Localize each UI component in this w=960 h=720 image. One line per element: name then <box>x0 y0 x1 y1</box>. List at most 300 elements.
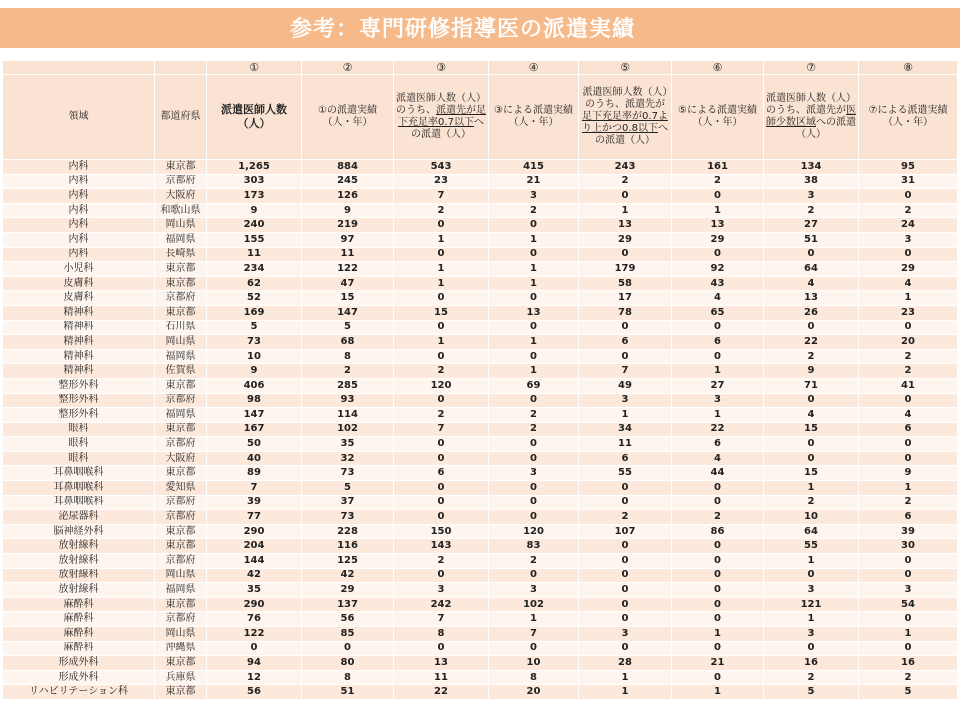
cell-prefecture: 京都府 <box>155 174 207 189</box>
cell-prefecture: 東京都 <box>155 597 207 612</box>
cell-prefecture: 福岡県 <box>155 232 207 247</box>
cell-value-2: 219 <box>302 218 394 233</box>
cell-field: 精神科 <box>3 335 155 350</box>
cell-prefecture: 東京都 <box>155 305 207 320</box>
dispatch-table <box>2 60 958 700</box>
cell-value-4: 10 <box>489 656 579 671</box>
cell-value-8: 0 <box>859 437 958 452</box>
cell-value-3: 23 <box>394 174 489 189</box>
cell-value-4: 3 <box>489 583 579 598</box>
cell-value-8: 29 <box>859 262 958 277</box>
cell-prefecture: 岡山県 <box>155 568 207 583</box>
cell-value-1: 50 <box>207 437 302 452</box>
cell-value-5: 0 <box>579 320 672 335</box>
header-c3-lead: 派遣医師人数（人）のうち、 <box>396 93 486 116</box>
cell-value-7: 134 <box>764 160 859 175</box>
cell-value-1: 89 <box>207 466 302 481</box>
cell-value-6: 0 <box>672 568 764 583</box>
header-c4: ③による派遣実績（人・年） <box>489 75 579 160</box>
cell-value-6: 0 <box>672 670 764 685</box>
cell-value-3: 143 <box>394 539 489 554</box>
cell-value-1: 94 <box>207 656 302 671</box>
cell-field: 放射線科 <box>3 568 155 583</box>
cell-value-2: 51 <box>302 685 394 700</box>
cell-value-2: 116 <box>302 539 394 554</box>
cell-value-8: 2 <box>859 670 958 685</box>
cell-value-7: 51 <box>764 232 859 247</box>
table-row <box>3 291 958 306</box>
header-field: 領域 <box>3 75 155 160</box>
cell-value-8: 23 <box>859 305 958 320</box>
cell-value-4: 0 <box>489 437 579 452</box>
cell-value-3: 6 <box>394 466 489 481</box>
cell-field: 耳鼻咽喉科 <box>3 495 155 510</box>
cell-value-5: 17 <box>579 291 672 306</box>
cell-value-8: 6 <box>859 510 958 525</box>
cell-field: 精神科 <box>3 320 155 335</box>
table-row <box>3 160 958 175</box>
cell-prefecture: 京都府 <box>155 393 207 408</box>
cell-value-8: 41 <box>859 378 958 393</box>
cell-field: 形成外科 <box>3 670 155 685</box>
cell-value-4: 1 <box>489 335 579 350</box>
cell-prefecture: 沖縄県 <box>155 641 207 656</box>
cell-value-8: 0 <box>859 568 958 583</box>
cell-value-4: 0 <box>489 349 579 364</box>
column-number: ④ <box>489 61 579 75</box>
cell-value-5: 1 <box>579 203 672 218</box>
cell-value-1: 40 <box>207 451 302 466</box>
cell-value-1: 39 <box>207 495 302 510</box>
cell-value-2: 5 <box>302 320 394 335</box>
table-row <box>3 247 958 262</box>
cell-value-8: 3 <box>859 232 958 247</box>
column-number: ③ <box>394 61 489 75</box>
header-c3-underlined: 派遣先が足下充足率0.7以下 <box>398 105 486 128</box>
cell-value-4: 3 <box>489 189 579 204</box>
cell-value-3: 11 <box>394 670 489 685</box>
cell-value-3: 0 <box>394 641 489 656</box>
cell-value-3: 0 <box>394 451 489 466</box>
cell-value-1: 9 <box>207 203 302 218</box>
cell-value-1: 155 <box>207 232 302 247</box>
cell-value-8: 0 <box>859 641 958 656</box>
cell-value-2: 73 <box>302 466 394 481</box>
table-row <box>3 189 958 204</box>
cell-field: 麻酔科 <box>3 641 155 656</box>
cell-value-3: 1 <box>394 232 489 247</box>
cell-value-5: 58 <box>579 276 672 291</box>
cell-value-3: 3 <box>394 583 489 598</box>
cell-field: 皮膚科 <box>3 291 155 306</box>
cell-value-3: 242 <box>394 597 489 612</box>
cell-value-8: 2 <box>859 495 958 510</box>
cell-value-7: 2 <box>764 670 859 685</box>
cell-value-2: 245 <box>302 174 394 189</box>
cell-field: 内科 <box>3 203 155 218</box>
cell-value-2: 122 <box>302 262 394 277</box>
cell-value-3: 0 <box>394 495 489 510</box>
cell-value-1: 52 <box>207 291 302 306</box>
table-row <box>3 568 958 583</box>
cell-value-5: 6 <box>579 335 672 350</box>
table-row <box>3 685 958 700</box>
cell-prefecture: 京都府 <box>155 510 207 525</box>
cell-value-1: 35 <box>207 583 302 598</box>
cell-value-1: 0 <box>207 641 302 656</box>
cell-value-2: 85 <box>302 627 394 642</box>
cell-value-6: 0 <box>672 189 764 204</box>
cell-value-3: 15 <box>394 305 489 320</box>
cell-value-6: 13 <box>672 218 764 233</box>
cell-prefecture: 岡山県 <box>155 218 207 233</box>
cell-value-5: 1 <box>579 408 672 423</box>
table-row <box>3 539 958 554</box>
cell-value-8: 5 <box>859 685 958 700</box>
cell-value-1: 9 <box>207 364 302 379</box>
cell-value-5: 29 <box>579 232 672 247</box>
cell-value-8: 95 <box>859 160 958 175</box>
cell-value-1: 234 <box>207 262 302 277</box>
cell-value-1: 406 <box>207 378 302 393</box>
cell-field: 内科 <box>3 160 155 175</box>
table-row <box>3 232 958 247</box>
cell-value-5: 11 <box>579 437 672 452</box>
cell-value-3: 2 <box>394 408 489 423</box>
cell-value-5: 107 <box>579 524 672 539</box>
cell-prefecture: 福岡県 <box>155 349 207 364</box>
table-row <box>3 349 958 364</box>
column-number-row <box>3 61 958 75</box>
table-row <box>3 320 958 335</box>
table-row <box>3 495 958 510</box>
cell-prefecture: 東京都 <box>155 276 207 291</box>
cell-value-6: 0 <box>672 539 764 554</box>
header-c5-underlined: 足下充足率が0.7より上かつ0.8以下 <box>582 111 668 134</box>
cell-value-3: 13 <box>394 656 489 671</box>
header-c5-tail: への派遣（人） <box>595 123 668 146</box>
cell-value-2: 8 <box>302 349 394 364</box>
cell-value-6: 1 <box>672 203 764 218</box>
cell-value-1: 147 <box>207 408 302 423</box>
cell-value-6: 4 <box>672 291 764 306</box>
cell-value-4: 0 <box>489 568 579 583</box>
cell-value-7: 2 <box>764 349 859 364</box>
cell-value-6: 29 <box>672 232 764 247</box>
cell-value-8: 0 <box>859 393 958 408</box>
table-row <box>3 378 958 393</box>
header-c7 <box>764 75 859 160</box>
cell-prefecture: 東京都 <box>155 422 207 437</box>
cell-field: 精神科 <box>3 364 155 379</box>
cell-prefecture: 東京都 <box>155 539 207 554</box>
cell-value-8: 2 <box>859 349 958 364</box>
cell-value-4: 13 <box>489 305 579 320</box>
cell-value-1: 62 <box>207 276 302 291</box>
cell-value-7: 4 <box>764 276 859 291</box>
cell-prefecture: 京都府 <box>155 495 207 510</box>
cell-value-7: 1 <box>764 554 859 569</box>
cell-value-5: 78 <box>579 305 672 320</box>
cell-value-5: 1 <box>579 670 672 685</box>
cell-field: 泌尿器科 <box>3 510 155 525</box>
column-number: ⑤ <box>579 61 672 75</box>
table-row <box>3 641 958 656</box>
table-row <box>3 481 958 496</box>
cell-value-2: 68 <box>302 335 394 350</box>
cell-value-3: 0 <box>394 349 489 364</box>
cell-field: 内科 <box>3 232 155 247</box>
cell-value-2: 35 <box>302 437 394 452</box>
cell-field: 眼科 <box>3 437 155 452</box>
cell-field: 耳鼻咽喉科 <box>3 481 155 496</box>
cell-prefecture: 東京都 <box>155 656 207 671</box>
header-c6: ⑤による派遣実績（人・年） <box>672 75 764 160</box>
cell-field: 麻酔科 <box>3 612 155 627</box>
header-c7-lead: 派遣医師人数（人）のうち、派遣先が <box>766 93 856 116</box>
cell-value-7: 64 <box>764 262 859 277</box>
cell-value-2: 97 <box>302 232 394 247</box>
cell-value-6: 1 <box>672 627 764 642</box>
cell-value-8: 0 <box>859 247 958 262</box>
cell-value-5: 6 <box>579 451 672 466</box>
cell-value-3: 0 <box>394 218 489 233</box>
cell-value-3: 2 <box>394 203 489 218</box>
cell-value-7: 121 <box>764 597 859 612</box>
cell-value-5: 0 <box>579 189 672 204</box>
cell-value-2: 8 <box>302 670 394 685</box>
cell-field: 麻酔科 <box>3 627 155 642</box>
cell-value-7: 55 <box>764 539 859 554</box>
cell-value-3: 0 <box>394 568 489 583</box>
cell-value-3: 543 <box>394 160 489 175</box>
cell-value-3: 2 <box>394 554 489 569</box>
table-row <box>3 451 958 466</box>
header-c7-underlined: 医師少数区域 <box>766 105 856 128</box>
cell-prefecture: 東京都 <box>155 524 207 539</box>
cell-value-7: 22 <box>764 335 859 350</box>
cell-value-5: 13 <box>579 218 672 233</box>
cell-field: 放射線科 <box>3 583 155 598</box>
cell-value-6: 0 <box>672 641 764 656</box>
cell-value-5: 0 <box>579 554 672 569</box>
cell-value-7: 2 <box>764 495 859 510</box>
cell-value-2: 114 <box>302 408 394 423</box>
cell-value-2: 126 <box>302 189 394 204</box>
cell-value-2: 0 <box>302 641 394 656</box>
cell-field: 整形外科 <box>3 408 155 423</box>
cell-value-1: 76 <box>207 612 302 627</box>
cell-value-6: 2 <box>672 510 764 525</box>
cell-value-7: 1 <box>764 612 859 627</box>
cell-value-7: 3 <box>764 583 859 598</box>
cell-value-8: 16 <box>859 656 958 671</box>
cell-value-1: 1,265 <box>207 160 302 175</box>
cell-value-6: 2 <box>672 174 764 189</box>
header-prefecture: 都道府県 <box>155 75 207 160</box>
cell-value-7: 5 <box>764 685 859 700</box>
cell-value-7: 0 <box>764 451 859 466</box>
column-number: ⑥ <box>672 61 764 75</box>
cell-value-4: 2 <box>489 422 579 437</box>
cell-value-7: 0 <box>764 393 859 408</box>
column-number-blank <box>3 61 155 75</box>
cell-value-5: 0 <box>579 597 672 612</box>
cell-value-6: 27 <box>672 378 764 393</box>
cell-value-8: 2 <box>859 364 958 379</box>
cell-value-4: 0 <box>489 218 579 233</box>
cell-value-1: 73 <box>207 335 302 350</box>
cell-value-7: 10 <box>764 510 859 525</box>
cell-field: 麻酔科 <box>3 597 155 612</box>
cell-value-7: 9 <box>764 364 859 379</box>
cell-value-2: 15 <box>302 291 394 306</box>
cell-value-5: 243 <box>579 160 672 175</box>
cell-value-6: 161 <box>672 160 764 175</box>
cell-value-5: 55 <box>579 466 672 481</box>
cell-value-5: 0 <box>579 612 672 627</box>
cell-value-4: 2 <box>489 408 579 423</box>
cell-value-8: 4 <box>859 276 958 291</box>
cell-value-5: 2 <box>579 174 672 189</box>
cell-value-7: 2 <box>764 203 859 218</box>
table-row <box>3 583 958 598</box>
cell-value-6: 6 <box>672 437 764 452</box>
table-row <box>3 466 958 481</box>
cell-value-3: 1 <box>394 335 489 350</box>
table-row <box>3 393 958 408</box>
cell-value-8: 1 <box>859 481 958 496</box>
cell-value-6: 92 <box>672 262 764 277</box>
cell-value-4: 20 <box>489 685 579 700</box>
cell-prefecture: 東京都 <box>155 466 207 481</box>
cell-value-2: 102 <box>302 422 394 437</box>
table-row <box>3 597 958 612</box>
cell-value-2: 285 <box>302 378 394 393</box>
cell-value-2: 47 <box>302 276 394 291</box>
header-c1: 派遣医師人数（人） <box>207 75 302 160</box>
cell-value-8: 1 <box>859 291 958 306</box>
cell-field: 耳鼻咽喉科 <box>3 466 155 481</box>
cell-value-6: 1 <box>672 408 764 423</box>
column-number-blank <box>155 61 207 75</box>
cell-value-5: 0 <box>579 349 672 364</box>
header-c2: ①の派遣実績（人・年） <box>302 75 394 160</box>
cell-value-3: 7 <box>394 612 489 627</box>
header-c5 <box>579 75 672 160</box>
cell-prefecture: 大阪府 <box>155 189 207 204</box>
cell-value-3: 0 <box>394 320 489 335</box>
cell-value-3: 1 <box>394 262 489 277</box>
cell-value-3: 22 <box>394 685 489 700</box>
cell-prefecture: 和歌山県 <box>155 203 207 218</box>
cell-prefecture: 京都府 <box>155 291 207 306</box>
cell-value-8: 9 <box>859 466 958 481</box>
cell-value-4: 2 <box>489 203 579 218</box>
cell-value-2: 5 <box>302 481 394 496</box>
cell-value-7: 27 <box>764 218 859 233</box>
table-row <box>3 627 958 642</box>
cell-value-4: 83 <box>489 539 579 554</box>
cell-value-5: 0 <box>579 568 672 583</box>
cell-value-8: 0 <box>859 554 958 569</box>
column-number: ⑦ <box>764 61 859 75</box>
cell-value-7: 15 <box>764 422 859 437</box>
cell-value-3: 0 <box>394 291 489 306</box>
cell-field: 放射線科 <box>3 554 155 569</box>
cell-value-5: 0 <box>579 495 672 510</box>
cell-value-4: 120 <box>489 524 579 539</box>
cell-prefecture: 福岡県 <box>155 408 207 423</box>
header-c3 <box>394 75 489 160</box>
cell-value-3: 8 <box>394 627 489 642</box>
cell-value-2: 137 <box>302 597 394 612</box>
cell-value-6: 4 <box>672 451 764 466</box>
cell-value-6: 0 <box>672 495 764 510</box>
table-row <box>3 203 958 218</box>
cell-value-6: 21 <box>672 656 764 671</box>
cell-value-6: 0 <box>672 320 764 335</box>
cell-prefecture: 京都府 <box>155 437 207 452</box>
cell-value-2: 147 <box>302 305 394 320</box>
table-row <box>3 174 958 189</box>
cell-value-4: 2 <box>489 554 579 569</box>
cell-field: 眼科 <box>3 451 155 466</box>
cell-value-4: 1 <box>489 232 579 247</box>
header-c8: ⑦による派遣実績（人・年） <box>859 75 958 160</box>
cell-value-4: 0 <box>489 247 579 262</box>
cell-value-6: 44 <box>672 466 764 481</box>
column-number: ⑧ <box>859 61 958 75</box>
cell-value-6: 86 <box>672 524 764 539</box>
cell-value-4: 1 <box>489 612 579 627</box>
cell-value-3: 120 <box>394 378 489 393</box>
column-number: ② <box>302 61 394 75</box>
cell-prefecture: 東京都 <box>155 262 207 277</box>
cell-value-1: 303 <box>207 174 302 189</box>
cell-value-8: 1 <box>859 627 958 642</box>
cell-value-1: 290 <box>207 597 302 612</box>
cell-value-6: 0 <box>672 481 764 496</box>
cell-value-6: 6 <box>672 335 764 350</box>
cell-prefecture: 東京都 <box>155 378 207 393</box>
cell-value-2: 11 <box>302 247 394 262</box>
cell-prefecture: 福岡県 <box>155 583 207 598</box>
cell-value-6: 1 <box>672 685 764 700</box>
cell-value-7: 16 <box>764 656 859 671</box>
cell-value-8: 30 <box>859 539 958 554</box>
cell-prefecture: 岡山県 <box>155 627 207 642</box>
cell-value-1: 173 <box>207 189 302 204</box>
cell-prefecture: 佐賀県 <box>155 364 207 379</box>
cell-value-4: 7 <box>489 627 579 642</box>
cell-value-5: 34 <box>579 422 672 437</box>
column-number: ① <box>207 61 302 75</box>
cell-value-5: 1 <box>579 685 672 700</box>
cell-value-7: 0 <box>764 247 859 262</box>
cell-value-1: 10 <box>207 349 302 364</box>
cell-prefecture: 岡山県 <box>155 335 207 350</box>
cell-value-4: 0 <box>489 481 579 496</box>
cell-value-1: 204 <box>207 539 302 554</box>
cell-value-7: 3 <box>764 189 859 204</box>
cell-field: 精神科 <box>3 305 155 320</box>
header-c7-tail: への派遣（人） <box>796 117 856 140</box>
title-bar <box>0 8 960 48</box>
cell-value-4: 0 <box>489 451 579 466</box>
cell-value-4: 1 <box>489 262 579 277</box>
cell-field: 脳神経外科 <box>3 524 155 539</box>
